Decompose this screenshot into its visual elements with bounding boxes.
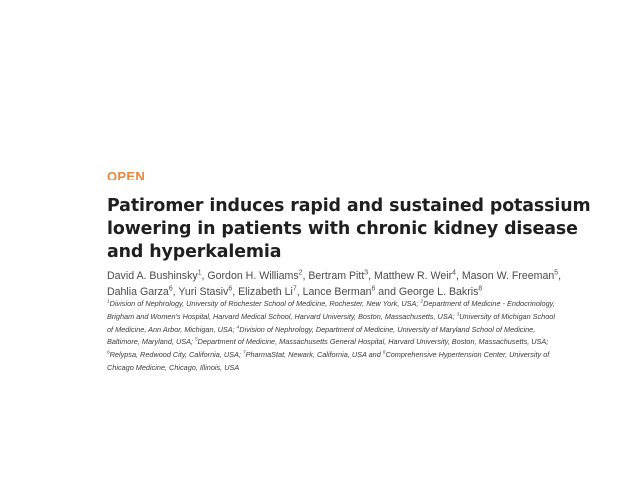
author-text: and George L. Bakris	[375, 286, 479, 298]
affiliation-text: Division of Nephrology, University of Rochester School of Medicine, Rochester, New York, USA;	[109, 299, 421, 308]
author-superscript: 6	[371, 285, 376, 293]
author-list	[107, 268, 562, 300]
author-superscript: 5	[554, 269, 559, 277]
title-line-1: Patiromer induces rapid and sustained potassium	[107, 196, 591, 216]
affiliation-text: Department of Medicine, Massachusetts General Hospital, Harvard University, Boston, Massachusetts, USA;	[197, 337, 549, 347]
author-superscript: 6	[228, 285, 233, 293]
affiliation-line-1	[107, 298, 557, 311]
author-superscript: 2	[298, 269, 303, 277]
author-line-1	[107, 268, 562, 284]
title-line-3: and hyperkalemia	[107, 241, 282, 262]
affiliation-line-5	[107, 349, 557, 362]
affiliation-text: PharmaStat, Newark, California, USA and	[245, 350, 383, 360]
affiliation-text: University of Michigan School	[459, 311, 555, 321]
author-superscript: 3	[364, 269, 369, 277]
affiliation-text: Relypsa, Redwood City, California, USA;	[109, 350, 243, 360]
author-superscript: 4	[452, 269, 456, 277]
author-text: , Matthew R. Weir	[368, 270, 453, 282]
affiliation-text: Department of Medicine - Endocrinology,	[423, 299, 555, 308]
affiliation-superscript: 2	[420, 299, 424, 305]
affiliation-line-2	[107, 311, 557, 324]
affiliation-superscript: 6	[107, 350, 110, 356]
affiliation-text: Comprehensive Hypertension Center, University of	[385, 350, 550, 360]
affiliation-superscript: 3	[456, 312, 460, 318]
affiliation-text: Chicago Medicine, Chicago, Illinois, USA	[107, 362, 240, 372]
author-superscript: 1	[197, 269, 202, 277]
open-access-label	[107, 168, 167, 180]
author-superscript: 7	[292, 285, 297, 293]
affiliation-superscript: 4	[236, 325, 240, 331]
author-text: , Elizabeth Li	[232, 286, 293, 298]
author-text: , Yuri Stasiv	[172, 286, 229, 298]
affiliation-line-4	[107, 336, 557, 349]
affiliation-list	[107, 298, 557, 375]
author-text: , Lance Berman	[296, 286, 372, 298]
article-title	[107, 195, 591, 263]
author-text: , Mason W. Freeman	[455, 270, 555, 282]
author-superscript: 6	[168, 285, 173, 293]
affiliation-line-6	[107, 362, 557, 375]
affiliation-superscript: 5	[195, 337, 198, 343]
affiliation-superscript: 7	[242, 350, 246, 356]
author-text: ,	[558, 270, 562, 282]
affiliation-line-3	[107, 324, 557, 337]
title-line-2: lowering in patients with chronic kidney disease	[107, 218, 578, 239]
author-superscript: 8	[478, 285, 483, 293]
author-text: , Bertram Pitt	[302, 270, 365, 282]
affiliation-text: of Medicine, Ann Arbor, Michigan, USA;	[107, 324, 237, 334]
affiliation-text: Brigham and Women's Hospital, Harvard Medical School, Harvard University, Boston, Massachusetts, USA;	[107, 311, 457, 321]
author-text: David A. Bushinsky	[107, 270, 198, 282]
affiliation-text: Division of Nephrology, Department of Medicine, University of Maryland School of Medicine,	[239, 324, 536, 334]
open-access-label-text: OPEN	[107, 169, 146, 180]
author-text: , Gordon H. Williams	[201, 270, 299, 282]
affiliation-superscript: 8	[382, 350, 386, 356]
author-text: Dahlia Garza	[107, 286, 169, 298]
affiliation-superscript: 1	[107, 299, 110, 305]
affiliation-text: Baltimore, Maryland, USA;	[107, 337, 195, 347]
